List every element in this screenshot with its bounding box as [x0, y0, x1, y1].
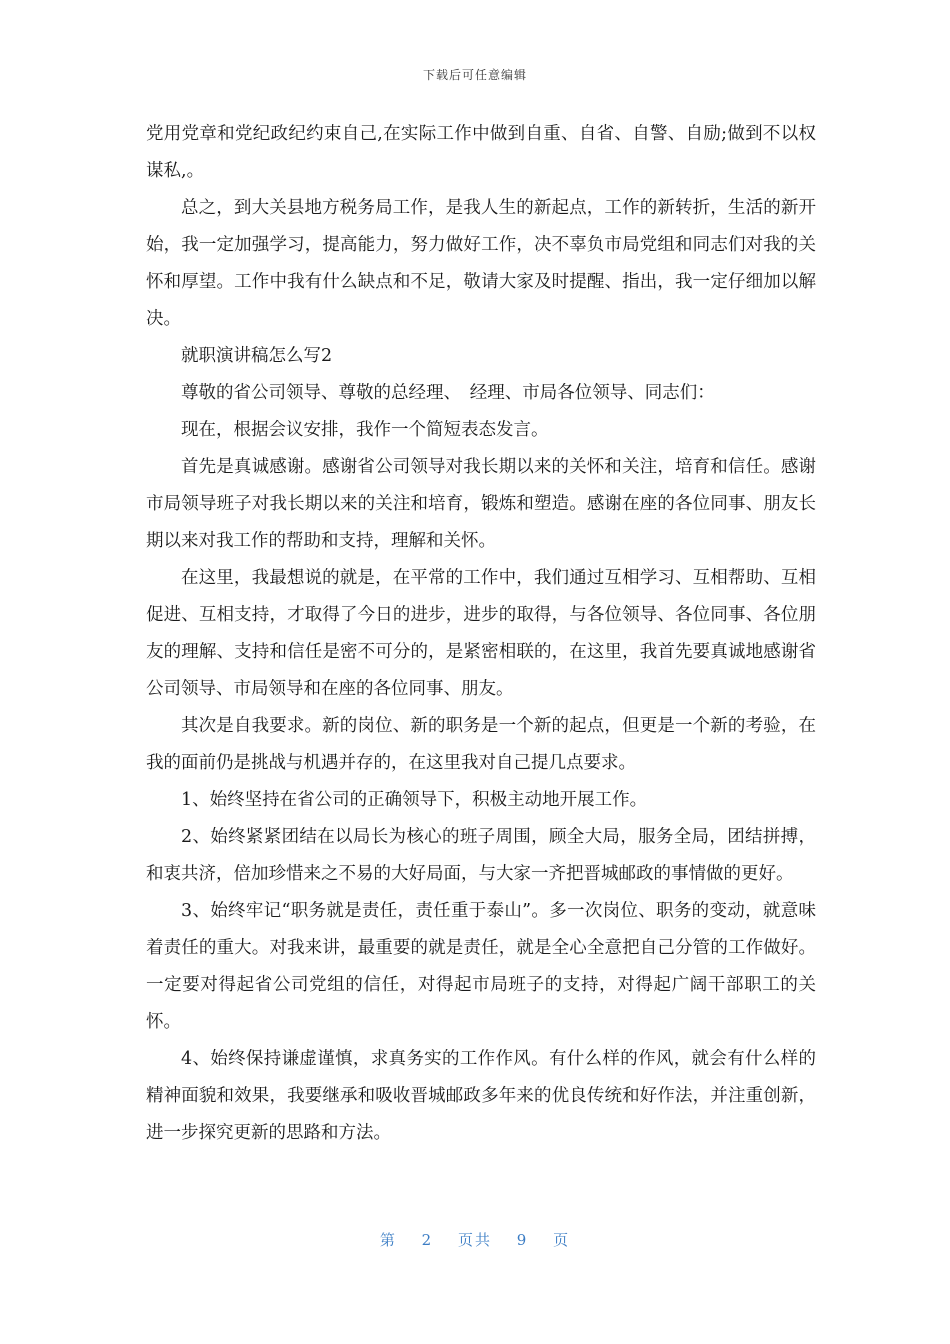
paragraph-5: 现在，根据会议安排，我作一个简短表态发言。 — [181, 420, 549, 440]
paragraph-8: 其次是自我要求。新的岗位、新的职务是一个新的起点，但更是一个新的考验，在我的面前仍是挑战与机遇并存的，在这里我对自己提几点要求。 — [146, 716, 816, 773]
list-item-4: 4、始终保持谦虚谨慎，求真务实的工作作风。有什么样的作风，就会有什么样的精神面貌和效果，我要继承和吸收晋城邮政多年来的优良传统和好作法，并注重创新，进一步探究更新的思路和方法。 — [146, 1049, 816, 1143]
footer-suffix: 页 — [553, 1231, 571, 1249]
footer-current-page: 2 — [421, 1231, 434, 1249]
footer-middle: 页共 — [457, 1231, 492, 1249]
salutation: 尊敬的省公司领导、尊敬的总经理、 经理、市局各位领导、同志们： — [181, 383, 715, 403]
list-item-1: 1、始终坚持在省公司的正确领导下，积极主动地开展工作。 — [181, 790, 648, 810]
paragraph-7: 在这里，我最想说的就是，在平常的工作中，我们通过互相学习、互相帮助、互相促进、互相支持，才取得了今日的进步，进步的取得，与各位领导、各位同事、各位朋友的理解、支持和信任是密不可分的，是紧密相联的，在这里，我首先要真诚地感谢省公司领导、市局领导和在座的各位同事、朋友。 — [146, 568, 816, 699]
document-body — [146, 116, 816, 1152]
list-item-2: 2、始终紧紧团结在以局长为核心的班子周围，顾全大局，服务全局，团结拼搏，和衷共济，倍加珍惜来之不易的大好局面，与大家一齐把晋城邮政的事情做的更好。 — [146, 827, 816, 884]
footer-prefix: 第 — [379, 1231, 397, 1249]
section-title: 就职演讲稿怎么写2 — [181, 346, 333, 366]
paragraph-2: 总之，到大关县地方税务局工作，是我人生的新起点，工作的新转折，生活的新开始，我一定加强学习，提高能力，努力做好工作，决不辜负市局党组和同志们对我的关怀和厚望。工作中我有什么缺点和不足，敬请大家及时提醒、指出，我一定仔细加以解决。 — [146, 198, 816, 329]
list-item-3: 3、始终牢记“职务就是责任，责任重于泰山”。多一次岗位、职务的变动，就意味着责任的重大。对我来讲，最重要的就是责任，就是全心全意把自己分管的工作做好。一定要对得起省公司党组的信任，对得起市局班子的支持，对得起广阔干部职工的关怀。 — [146, 901, 816, 1032]
page-header: 下载后可任意编辑 — [422, 68, 527, 82]
paragraph-6: 首先是真诚感谢。感谢省公司领导对我长期以来的关怀和关注，培育和信任。感谢市局领导班子对我长期以来的关注和培育，锻炼和塑造。感谢在座的各位同事、朋友长期以来对我工作的帮助和支持，理解和关怀。 — [146, 457, 816, 551]
paragraph-1: 党用党章和党纪政纪约束自己,在实际工作中做到自重、自省、自警、自励;做到不以权谋私,。 — [146, 124, 816, 181]
footer-total-pages: 9 — [516, 1231, 529, 1249]
page-footer — [0, 1229, 950, 1250]
